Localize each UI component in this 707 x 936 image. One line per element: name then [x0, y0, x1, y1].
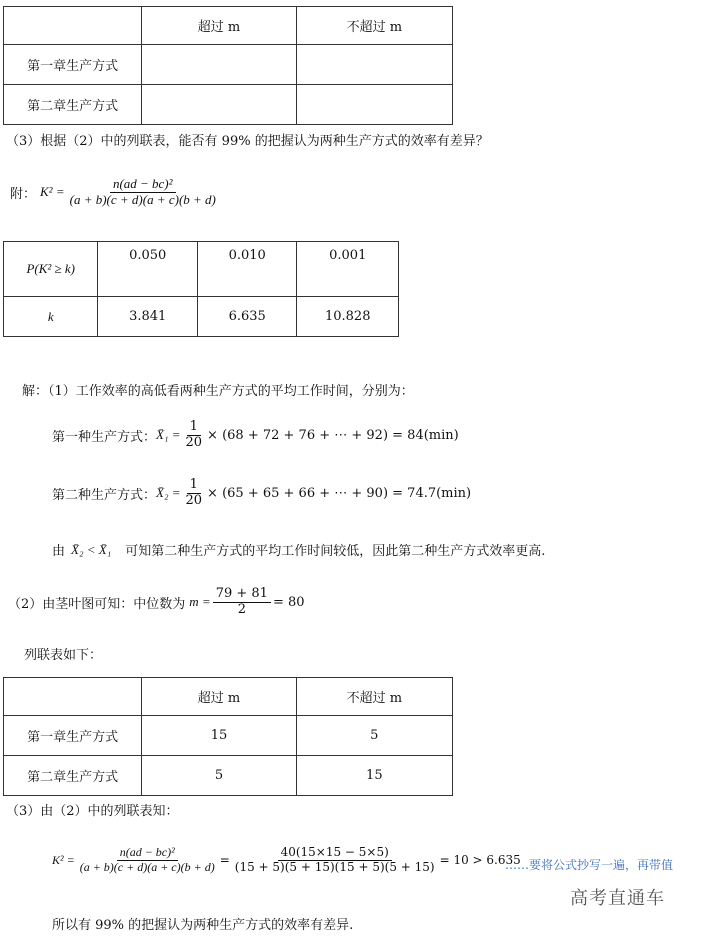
table-cell: 第二章生产方式	[4, 85, 142, 125]
fraction-numerator: 1	[187, 478, 201, 494]
attached-formula	[10, 177, 221, 208]
table-header-cell: 不超过 m	[296, 7, 452, 45]
table-cell: 第一章生产方式	[4, 45, 142, 85]
table-header-cell: 超过 m	[142, 7, 296, 45]
table-header-cell: 不超过 m	[296, 678, 452, 716]
table-cell: 15	[142, 716, 296, 756]
median-line	[8, 587, 305, 618]
contingency-table-empty	[3, 6, 453, 125]
fraction-numerator: 40(15×15 − 5×5)	[278, 846, 392, 861]
table-cell: 15	[296, 756, 452, 796]
table-cell: 5	[142, 756, 296, 796]
conclusion: 所以有 99% 的把握认为两种生产方式的效率有差异.	[52, 918, 354, 933]
fraction-denominator: 20	[185, 434, 203, 450]
solution-intro: 解：（1）工作效率的高低看两种生产方式的平均工作时间，分别为：	[22, 384, 414, 399]
mean-1-line	[52, 420, 459, 451]
mean-1-label: 第一种生产方式：	[52, 429, 157, 445]
comparison-prefix: 由	[52, 544, 66, 559]
watermark-logo: 高考直通车	[570, 888, 665, 909]
table-cell: 第一章生产方式	[4, 716, 142, 756]
mean-2-fraction	[183, 478, 206, 509]
table-header-cell	[4, 678, 142, 716]
fraction-denominator: (15 + 5)(5 + 15)(15 + 5)(5 + 15)	[234, 859, 435, 874]
median-lhs: m =	[189, 594, 211, 610]
table-cell: 10.828	[297, 297, 399, 337]
formula-prefix: 附：	[10, 186, 37, 202]
table-cell	[142, 85, 296, 125]
annotation-note: ……要将公式抄写一遍，再带值	[505, 858, 674, 872]
fraction-numerator: 79 + 81	[213, 587, 271, 603]
k2-equals: =	[219, 853, 230, 868]
part-3-intro: （3）由（2）中的列联表知：	[6, 804, 179, 819]
k2-lhs: K² =	[52, 852, 75, 867]
table-header-cell	[4, 7, 142, 45]
k2-fraction-values	[232, 846, 438, 875]
mean-2-line	[52, 478, 471, 509]
k2-calculation	[52, 846, 521, 875]
table-cell: P(K² ≥ k)	[4, 242, 98, 297]
formula-lhs: K² =	[40, 184, 65, 200]
mean-1-lhs: X̄₁ =	[156, 427, 181, 443]
k2-rhs: = 10 > 6.635	[439, 853, 521, 868]
table-cell: 0.001	[297, 242, 399, 297]
formula-fraction	[67, 177, 219, 208]
table-cell: k	[4, 297, 98, 337]
comparison-text: 可知第二种生产方式的平均工作时间较低，因此第二种生产方式效率更高.	[125, 544, 546, 559]
comparison-expr: X̄₂ < X̄₁	[71, 541, 112, 557]
fraction-numerator: n(ad − bc)²	[117, 846, 178, 861]
table-cell: 6.635	[197, 297, 297, 337]
table-cell	[296, 85, 452, 125]
contingency-table-filled	[3, 677, 453, 796]
critical-value-table	[3, 241, 399, 337]
table-intro: 列联表如下：	[24, 648, 103, 663]
table-cell: 0.050	[98, 242, 198, 297]
table-cell: 第二章生产方式	[4, 756, 142, 796]
median-rhs: = 80	[272, 594, 305, 610]
table-cell: 0.010	[197, 242, 297, 297]
mean-2-rhs: × (65 + 65 + 66 + ⋯ + 90) = 74.7(min)	[207, 485, 472, 501]
table-cell	[296, 45, 452, 85]
table-cell	[142, 45, 296, 85]
median-prefix: （2）由茎叶图可知：中位数为	[8, 596, 186, 612]
fraction-denominator: 20	[185, 492, 203, 508]
median-fraction	[213, 587, 271, 618]
formula-numerator: n(ad − bc)²	[110, 177, 176, 193]
mean-1-rhs: × (68 + 72 + 76 + ⋯ + 92) = 84(min)	[207, 427, 459, 443]
k2-fraction-general	[77, 846, 218, 875]
fraction-numerator: 1	[187, 420, 201, 436]
fraction-denominator: (a + b)(c + d)(a + c)(b + d)	[79, 859, 215, 874]
mean-1-fraction	[183, 420, 206, 451]
mean-2-label: 第二种生产方式：	[52, 487, 157, 503]
fraction-denominator: 2	[237, 601, 246, 617]
comparison-line	[52, 540, 545, 559]
table-cell: 3.841	[98, 297, 198, 337]
table-header-cell: 超过 m	[142, 678, 296, 716]
table-cell: 5	[296, 716, 452, 756]
question-3: （3）根据（2）中的列联表，能否有 99% 的把握认为两种生产方式的效率有差异？	[6, 134, 489, 149]
mean-2-lhs: X̄₂ =	[156, 485, 181, 501]
formula-denominator: (a + b)(c + d)(a + c)(b + d)	[69, 191, 216, 207]
